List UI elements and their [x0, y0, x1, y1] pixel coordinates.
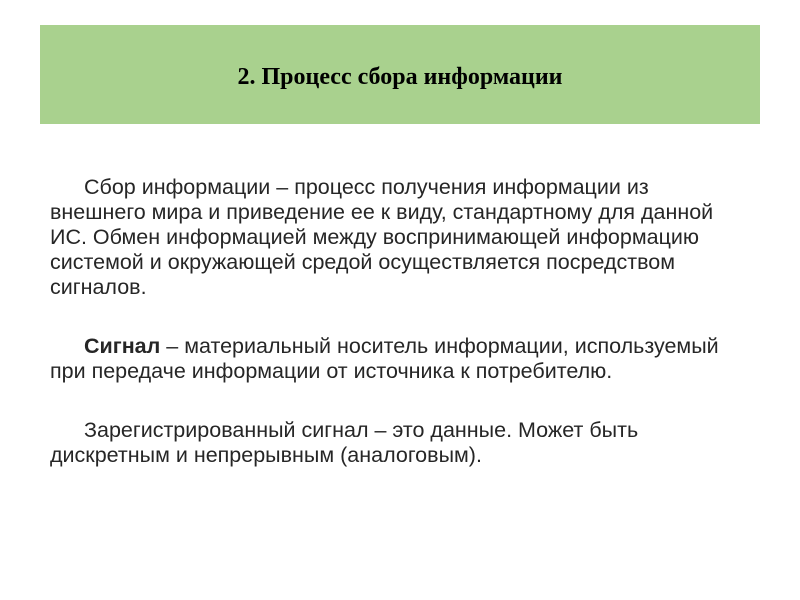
signal-definition-text: – материальный носитель информации, используемый при передаче информации от источника к потребителю.	[50, 334, 719, 383]
paragraph-collection-definition: Сбор информации – процесс получения информации из внешнего мира и приведение ее к виду, стандартному для данной ИС. Обмен информацией между воспринимающей информацию системой и окружающей средой осуществляется посредством сигналов.	[50, 175, 714, 299]
paragraph-signal-definition	[50, 334, 750, 384]
slide-title: 2. Процесс сбора информации	[237, 64, 563, 90]
title-banner	[40, 25, 760, 124]
paragraph-registered-signal: Зарегистрированный сигнал – это данные. Может быть дискретным и непрерывным (аналоговым).	[50, 418, 639, 467]
slide-body	[50, 175, 750, 468]
term-signal: Сигнал	[84, 334, 161, 358]
